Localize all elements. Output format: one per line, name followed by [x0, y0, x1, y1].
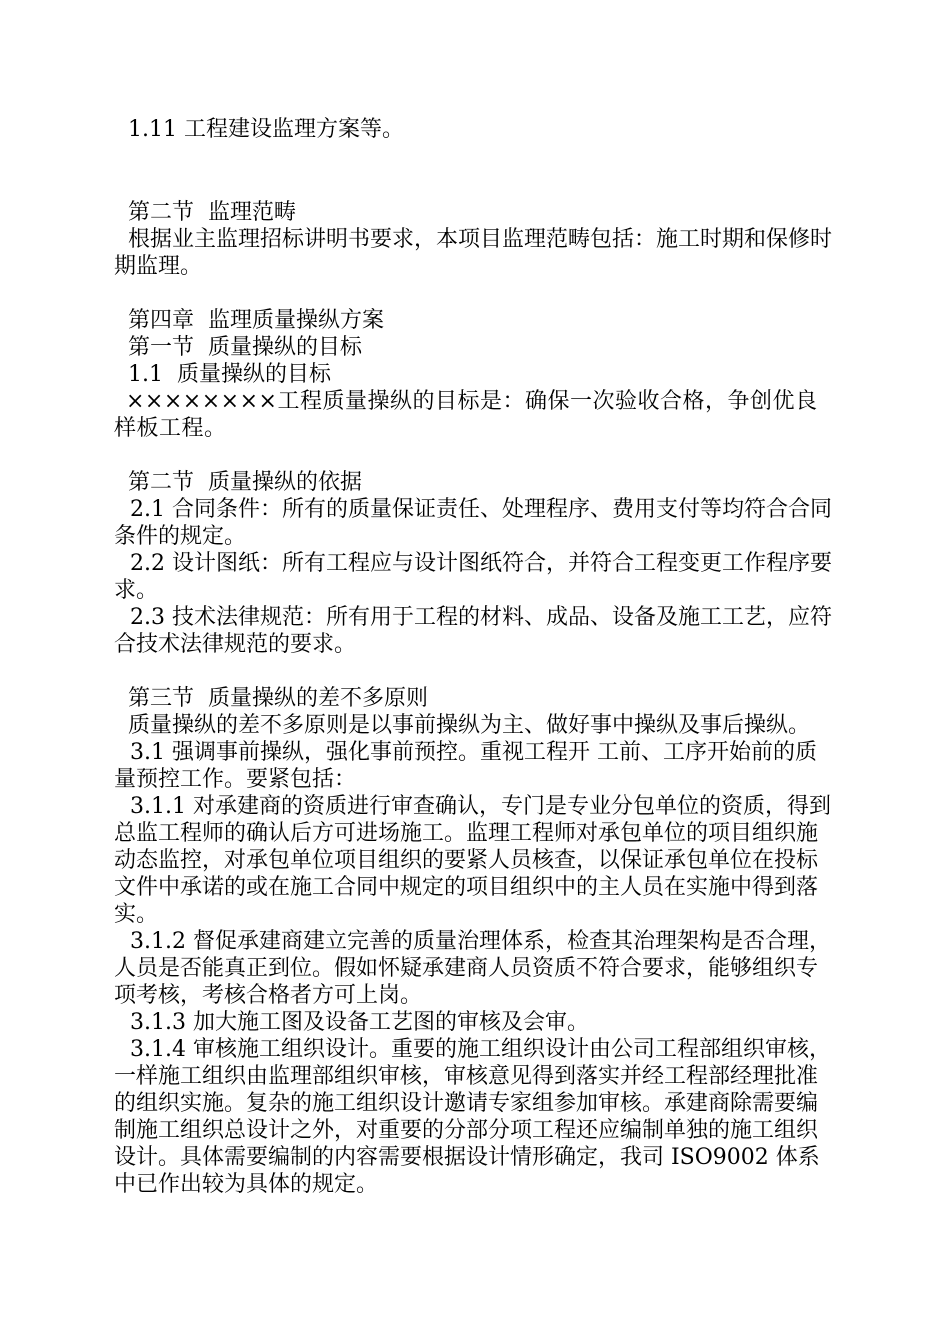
paragraph-2-3: 2.3 技术法律规范：所有用于工程的材料、成品、设备及施工工艺，应符合技术法律规范的要求。: [114, 605, 832, 657]
paragraph-3-1-2: 3.1.2 督促承建商建立完善的质量治理体系，检查其治理架构是否合理，人员是否能真正到位。假如怀疑承建商人员资质不符合要求，能够组织专项考核，考核合格者方可上岗。: [114, 929, 831, 1008]
paragraph-goal: ××××××××工程质量操纵的目标是：确保一次验收合格，争创优良样板工程。: [114, 389, 818, 441]
paragraph-2-2: 2.2 设计图纸：所有工程应与设计图纸符合，并符合工程变更工作程序要求。: [114, 551, 832, 603]
paragraph-3-1-1: 3.1.1 对承建商的资质进行审查确认，专门是专业分包单位的资质，得到总监工程师的确认后方可进场施工。监理工程师对承包单位的项目组织施动态监控，对承包单位项目组织的要紧人员核查，以保证承包单位在投标文件中承诺的或在施工合同中规定的项目组织中的主人员在实施中得到落实。: [114, 794, 831, 927]
section-heading-principles: 第三节 质量操纵的差不多原则: [128, 686, 428, 711]
paragraph-2-1: 2.1 合同条件：所有的质量保证责任、处理程序、费用支付等均符合合同条件的规定。: [114, 497, 832, 549]
paragraph-3-1-3: 3.1.3 加大施工图及设备工艺图的审核及会审。: [130, 1010, 589, 1035]
paragraph-scope: 根据业主监理招标讲明书要求，本项目监理范畴包括：施工时期和保修时期监理。: [114, 227, 833, 279]
section-heading-goal: 第一节 质量操纵的目标: [128, 335, 362, 360]
section-heading-basis: 第二节 质量操纵的依据: [128, 470, 362, 495]
paragraph-1-11: 1.11 工程建设监理方案等。: [128, 117, 404, 142]
paragraph-principles: 质量操纵的差不多原则是以事前操纵为主、做好事中操纵及事后操纵。: [128, 713, 811, 738]
paragraph-3-1-4: 3.1.4 审核施工组织设计。重要的施工组织设计由公司工程部组织审核，一样施工组织由监理部组织审核，审核意见得到落实并经工程部经理批准的组织实施。复杂的施工组织设计邀请专家组参加审核。承建商除需要编制施工组织总设计之外，对重要的分部分项工程还应编制单独的施工组织设计。具体需要编制的内容需要根据设计情形确定，我司 ISO9002 体系中已作出较为具体的规定。: [114, 1037, 831, 1197]
chapter-heading-4: 第四章 监理质量操纵方案: [128, 308, 384, 333]
section-heading-scope: 第二节 监理范畴: [128, 200, 296, 225]
subsection-1-1: 1.1 质量操纵的目标: [128, 362, 331, 387]
paragraph-3-1: 3.1 强调事前操纵，强化事前预控。重视工程开 工前、工序开始前的质量预控工作。要紧包括：: [114, 740, 817, 792]
